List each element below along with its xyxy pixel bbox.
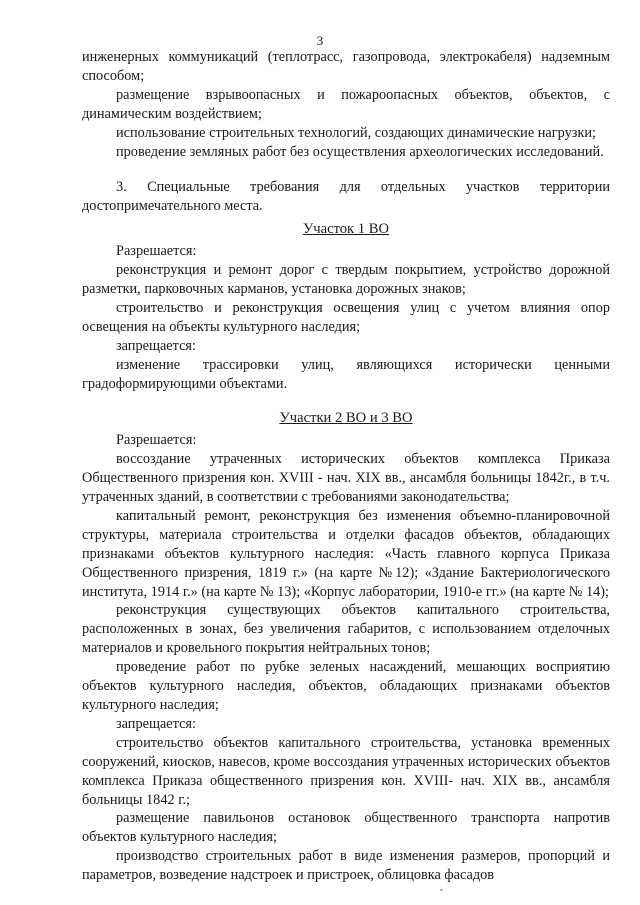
section-3-heading: 3. Специальные требования для отдельных участков территории достопримечательного места.	[82, 179, 610, 215]
scan-speck	[440, 889, 443, 891]
document-body	[82, 48, 610, 885]
zone-1-heading: Участок 1 ВО	[302, 221, 390, 238]
list-item: проведение работ по рубке зеленых насаждений, мешающих восприятию объектов культурного наследия, объектов, обладающих признаками объектов культурного наследия;	[82, 659, 610, 713]
forbidden-label: запрещается:	[116, 715, 196, 732]
list-item: капитальный ремонт, реконструкция без изменения объемно-планировочной структуры, материала строительства и отделки фасадов объектов, обладающих признаками объектов культурного наследия: «Часть главного корпуса Приказа Общественного призрения, 1819 г.» (на карте №12); «Здание Бактериологического института, 1914 г.» (на карте № 13); «Корпус лаборатории, 1910-е гг.» (на карте № 14);	[82, 507, 610, 600]
list-item: изменение трассировки улиц, являющихся исторически ценными градоформирующими объектами.	[82, 356, 610, 392]
list-item: строительство и реконструкция освещения улиц с учетом влияния опор освещения на объекты культурного наследия;	[82, 299, 610, 335]
zone-2-heading: Участки 2 ВО и 3 ВО	[279, 410, 413, 427]
paragraph: проведение земляных работ без осуществления археологических исследований.	[116, 143, 604, 160]
list-item: реконструкция и ремонт дорог с твердым покрытием, устройство дорожной разметки, парковочных карманов, установка дорожных знаков;	[82, 262, 610, 297]
paragraph: размещение взрывоопасных и пожароопасных объектов, объектов, с динамическим воздействием;	[82, 86, 610, 122]
list-item: строительство объектов капитального строительства, установка временных сооружений, киосков, навесов, кроме воссоздания утраченных исторических объектов комплекса Приказа общественного призрения кон. XVIII- нач. XIX вв., ансамбля больницы 1842 г.;	[82, 734, 610, 808]
list-item: производство строительных работ в виде изменения размеров, пропорций и параметров, возведение надстроек и пристроек, облицовка фасадов	[82, 848, 610, 884]
allowed-label: Разрешается:	[116, 432, 197, 449]
allowed-label: Разрешается:	[116, 243, 197, 260]
forbidden-label: запрещается:	[116, 337, 196, 354]
list-item: воссоздание утраченных исторических объектов комплекса Приказа Общественного призрения кон. XVIII - нач. XIX вв., ансамбля больницы 1842г., в т.ч. утраченных зданий, в соответствии с требованиями законодательства;	[82, 451, 610, 506]
paragraph: использование строительных технологий, создающих динамические нагрузки;	[116, 124, 596, 141]
paragraph: инженерных коммуникаций (теплотрасс, газопровода, электрокабеля) надземным способом;	[82, 49, 610, 84]
list-item: реконструкция существующих объектов капитального строительства, расположенных в зонах, без увеличения габаритов, с использованием отделочных материалов и кровельного покрытия нейтральных тонов;	[82, 602, 610, 657]
list-item: размещение павильонов остановок общественного транспорта напротив объектов культурного наследия;	[82, 810, 610, 846]
page-number: 3	[316, 33, 324, 48]
